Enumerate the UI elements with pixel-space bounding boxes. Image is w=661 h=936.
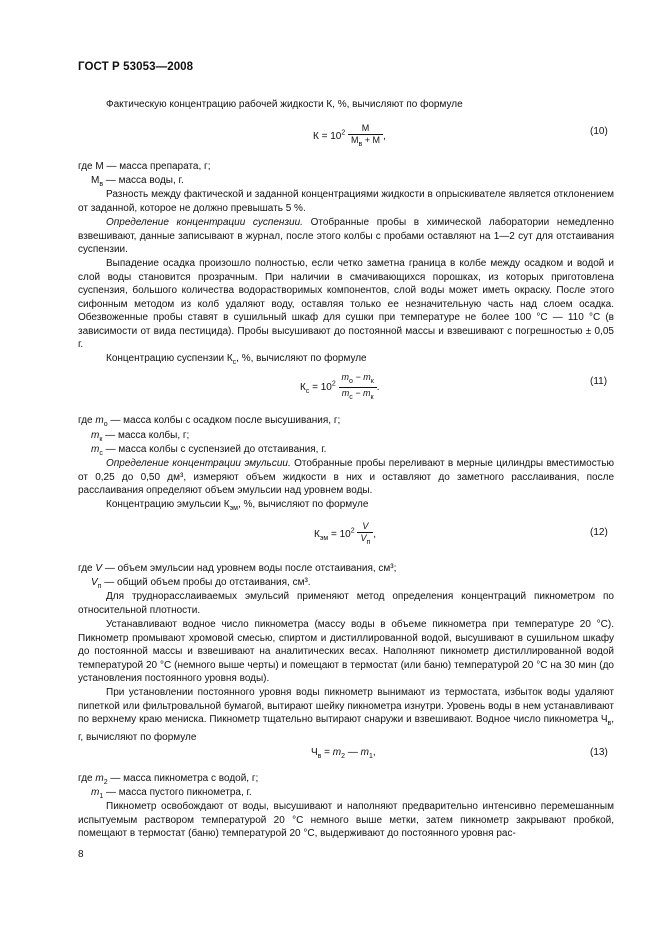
equation-number-13: (13) [590, 747, 608, 758]
equation-number-12: (12) [590, 527, 608, 538]
paragraph-fill-pycnometer: Пикнометр освобождают от воды, высушивают и наполняют предварительно интенсивно перемешанным испытуемым раствором температурой 20 °С немного выше метки, затем пикнометр закрывают пробкой, помещают в термостат (баню) температурой 20 °С, выдерживают до постоянного уровня рас- [78, 801, 614, 839]
paragraph-constant-level: При установлении постоянного уровня воды пикнометр вынимают из термостата, избыток воды удаляют пипеткой или фильтровальной бумагой, вытирают шейку пикнометра изнутри. Уровень воды в нем устанавливают по верхнему краю мениска. Пикнометр тщательно вытирают снаружи и взвешивают. Водное число пикнометра $Ч_в$, г, вычисляют по формуле [78, 687, 614, 743]
definition-m: где М — масса препарата, г; [78, 161, 211, 172]
document-header: ГОСТ Р 53053—2008 [78, 61, 194, 73]
paragraph-suspension-definition: Определение концентрации суспензии. Отобранные пробы в химической лаборатории немедленно взвешивают, данные записывают в журнал, после этого колбы с пробами оставляют на 1—2 сут для отстаивания суспензии. [78, 217, 614, 255]
definition-mc: $m_с$ — масса колбы с суспензией до отстаивания, г. [91, 444, 327, 457]
equation-number-10: (10) [590, 126, 608, 137]
equation-13: $Ч_в = m_2$ — $m_1$, [311, 747, 376, 760]
definition-vp: $V_п$ — общий объем пробы до отстаивания, см³. [91, 577, 311, 590]
paragraph-formula-intro-kem: Концентрацию эмульсии $К_{эм}$, %, вычисляют по формуле [106, 499, 369, 512]
paragraph-formula-intro-k: Фактическую концентрацию рабочей жидкости К, %, вычисляют по формуле [106, 99, 463, 110]
definition-mo: где $m_о$ — масса колбы с осадком после высушивания, г; [78, 415, 341, 428]
definition-mk: $m_к$ — масса колбы, г; [91, 430, 190, 443]
definition-v: где V — объем эмульсии над уровнем воды после отстаивания, см³; [78, 563, 397, 574]
paragraph-sediment: Выпадение осадка произошло полностью, если четко заметна граница в колбе между осадком и водой и слой воды становится прозрачным. При наличии в смачивающихся порошках, из которых приготовлена суспензия, большого количества водорастворимых компонентов, слой воды может иметь окраску. После этого сифонным методом из колб удаляют воду, оставляя только ее незначительную часть над слоем осадка. Обезвоженные пробы ставят в сушильный шкаф для сушки при температуре не более 100 °С — 110 °С (в зависимости от вида пестицида). Пробы высушивают до постоянной массы и взвешивают с погрешностью ± 0,05 г. [78, 258, 614, 350]
paragraph-emulsion-definition: Определение концентрации эмульсии. Отобранные пробы переливают в мерные цилиндры вместимостью от 0,25 до 0,50 дм³, измеряют объем жидкости в них и оставляют до заметного расслаивания, после расслаивания определяют объем эмульсии над уровнем воды. [78, 458, 614, 496]
definition-m1: $m_1$ — масса пустого пикнометра, г. [91, 787, 252, 800]
paragraph-formula-intro-kc: Концентрацию суспензии $К_с$, %, вычисляют по формуле [106, 353, 367, 366]
equation-number-11: (11) [590, 376, 608, 387]
paragraph-water-number: Устанавливают водное число пикнометра (массу воды в объеме пикнометра при температуре 20 °С). Пикнометр промывают хромовой смесью, спиртом и дистиллированной водой, высушивают в сушильном шкафу до постоянной массы и взвешивают на аналитических весах. Наполняют пикнометр дистиллированной водой температурой 20 °С (немного выше черты) и помещают в термостат (или баню) температурой 20 °С на 30 мин (до установления постоянного уровня воды). [78, 619, 614, 684]
paragraph-pycnometer-method: Для труднорасслаиваемых эмульсий применяют метод определения концентраций пикнометром по относительной плотности. [78, 591, 614, 616]
equation-12: $К_{эм} = 10^2$ $\frac{V}{V_п}$ , [314, 521, 377, 546]
equation-11: $К_с = 10^2$ $\frac{m_о - m_к}{m_с - m_к}$ . [300, 372, 380, 401]
page-number: 8 [78, 849, 84, 860]
definition-m2: где $m_2$ — масса пикнометра с водой, г; [78, 773, 259, 786]
paragraph-deviation: Разность между фактической и заданной концентрациями жидкости в опрыскивателе является отклонением от заданной, которое не должно превышать 5 %. [78, 189, 614, 214]
definition-mv: $М_в$ — масса воды, г. [91, 175, 184, 188]
equation-10: $К = 10^2$ $\frac{М}{М_в + М}$ , [313, 123, 386, 148]
